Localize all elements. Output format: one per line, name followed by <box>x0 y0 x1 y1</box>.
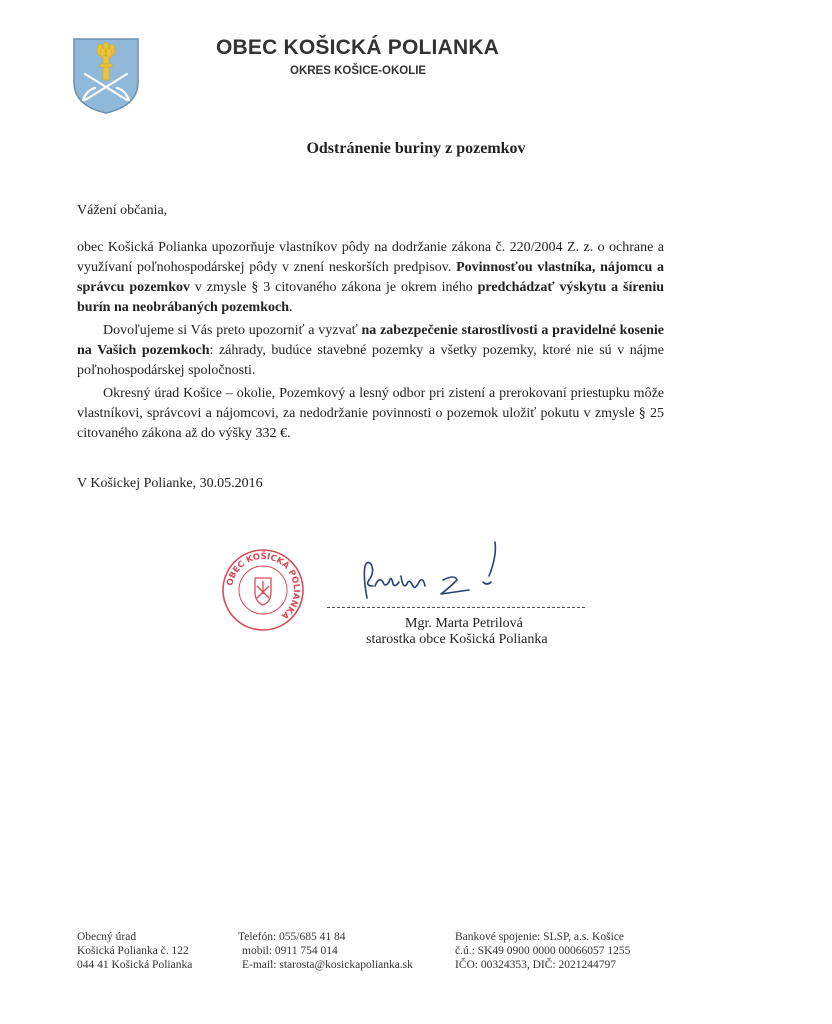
stamp-text: OBEC KOŠICKÁ POLIANKA <box>225 551 302 621</box>
paragraph-1-end: . <box>288 300 293 315</box>
footer-phone: Telefón: 055/685 41 84 <box>238 931 346 943</box>
document-title: Odstránenie buriny z pozemkov <box>306 140 526 157</box>
footer-office-address <box>77 930 192 972</box>
paragraph-1-bold-obligation: Povinnosťou vlastníka, nájomcu a správcu pozemkov <box>77 260 664 295</box>
footer-mobile: mobil: 0911 754 014 <box>242 945 338 957</box>
signature-line <box>327 607 585 608</box>
signer-title: starostka obce Košická Polianka <box>366 632 548 647</box>
paragraph-1 <box>77 238 664 318</box>
footer-contact <box>238 930 413 972</box>
official-stamp-icon <box>221 548 305 632</box>
paragraph-1-bold-prevent: predchádzať výskytu a šíreniu burín na neobrábaných pozemkoch <box>77 280 664 315</box>
paragraph-1-middle: v zmysle § 3 citovaného zákona je okrem iného <box>194 280 473 295</box>
signer-name: Mgr. Marta Petrilová <box>405 616 523 631</box>
coat-of-arms-icon <box>73 38 139 114</box>
organization-name: OBEC KOŠICKÁ POLIANKA <box>216 36 500 59</box>
paragraph-2 <box>77 321 664 381</box>
place-and-date: V Košickej Polianke, 30.05.2016 <box>77 476 263 491</box>
organization-district: OKRES KOŠICE-OKOLIE <box>290 65 427 77</box>
footer-office-line: 044 41 Košická Polianka <box>77 959 193 971</box>
salutation: Vážení občania, <box>77 203 168 218</box>
footer-email: E-mail: starosta@kosickapolianka.sk <box>242 959 413 971</box>
footer-bank-info <box>455 930 630 972</box>
paragraph-1-intro: obec Košická Polianka upozorňuje vlastníkov pôdy na dodržanie zákona č. 220/2004 Z. z. o ochrane a využívaní poľnohospodárskej pôdy v znení neskorších predpisov. <box>77 240 664 275</box>
paragraph-3: Okresný úrad Košice – okolie, Pozemkový a lesný odbor pri zistení a prerokovaní priestupku môže vlastníkovi, správcovi a nájomcovi, za nedodržanie povinnosti o pozemok uložiť pokutu v zmysle § 25 citovaného zákona až do výšky 332 €. <box>77 386 664 441</box>
footer-office-line: Košická Polianka č. 122 <box>77 945 189 957</box>
letter-body <box>77 238 664 447</box>
paragraph-2-bold: na zabezpečenie starostlivosti a pravidelné kosenie na Vašich pozemkoch <box>77 323 665 358</box>
paragraph-2-intro: Dovoľujeme si Vás preto upozorniť a vyzvať <box>103 323 358 338</box>
paragraph-2-end: : záhrady, budúce stavebné pozemky a všetky pozemky, ktoré nie sú v nájme poľnohospodárskej spoločnosti. <box>77 343 664 378</box>
footer-account-line: č.ú.: SK49 0900 0000 00066057 1255 <box>455 945 631 957</box>
handwritten-signature-icon <box>345 536 525 606</box>
footer-ids-line: IČO: 00324353, DIČ: 2021244797 <box>455 959 616 971</box>
footer-bank-line: Bankové spojenie: SLSP, a.s. Košice <box>455 931 624 943</box>
footer-office-line: Obecný úrad <box>77 931 137 943</box>
